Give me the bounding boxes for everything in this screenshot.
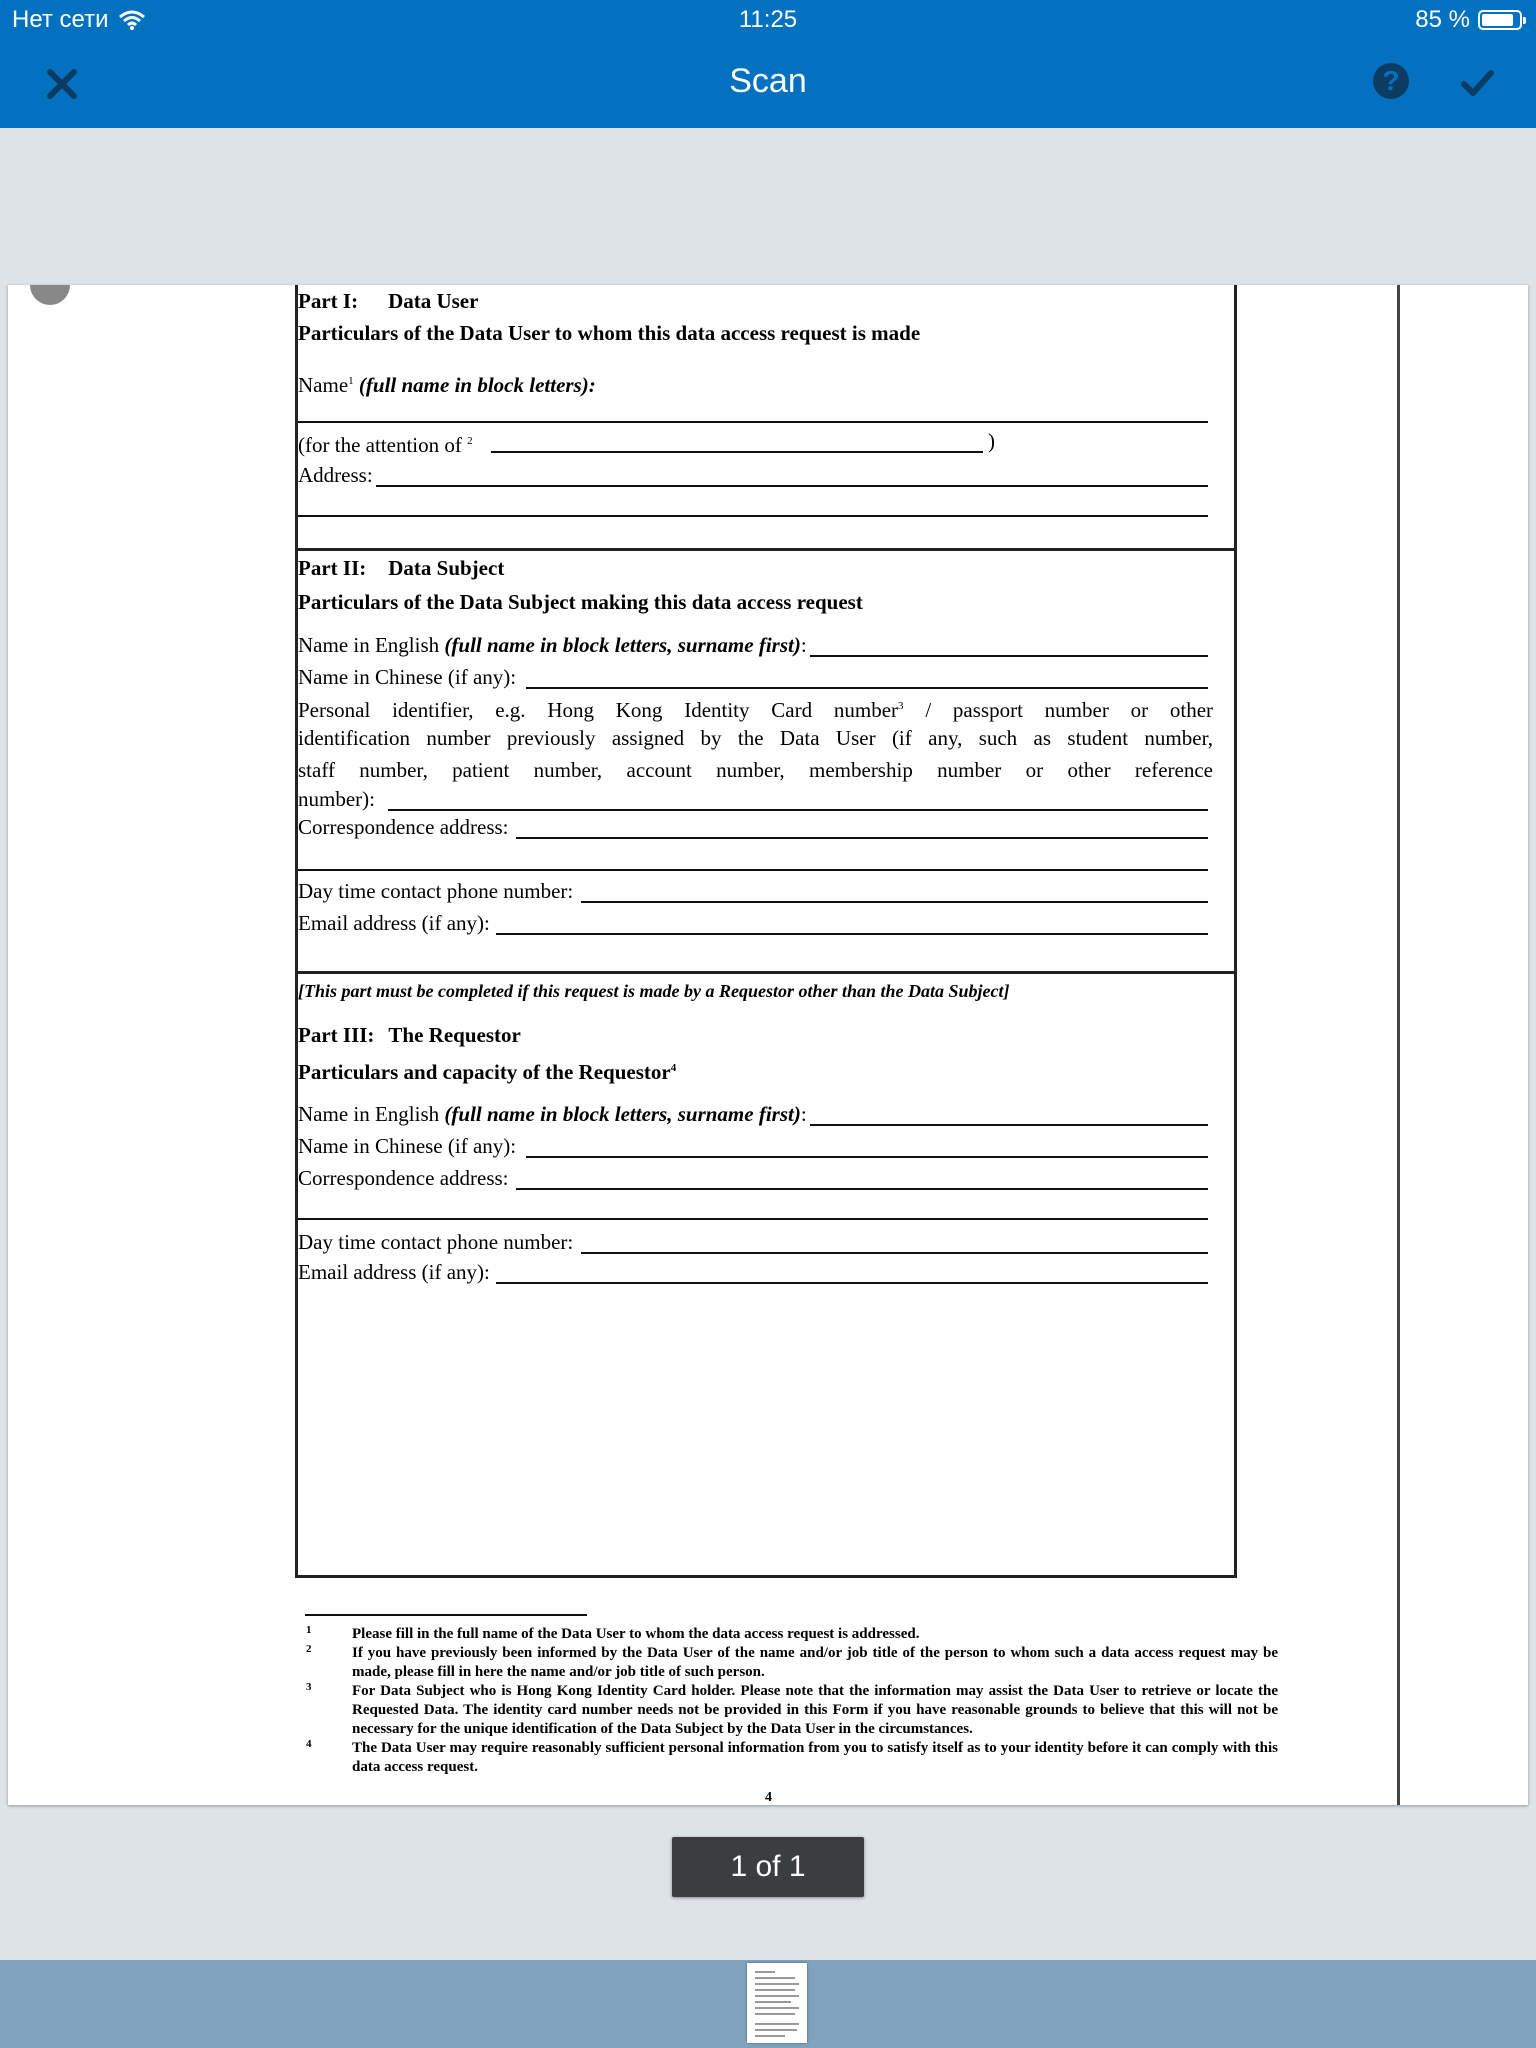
footnotes [298, 1625, 1278, 1777]
part-3-phone-line [581, 1252, 1208, 1254]
page-marker [30, 285, 70, 305]
help-icon: ? [1382, 65, 1400, 96]
help-button[interactable] [1373, 63, 1409, 99]
part-1-attention-label: (for the attention of $^2$ [298, 433, 473, 457]
done-button[interactable] [1456, 62, 1498, 104]
part-2-subheading: Particulars of the Data Subject making this data access request [298, 590, 863, 614]
part-2-name-en-label: Name in English (full name in block letters, surname first): [298, 633, 807, 657]
carrier-label: Нет сети [12, 6, 109, 33]
part-2-identifier-line-4: number): [298, 787, 375, 811]
part-1-address-line-1 [376, 485, 1208, 487]
part-2-corr-label: Correspondence address: [298, 815, 509, 839]
page-counter: 1 of 1 [672, 1837, 864, 1897]
part-3-note: [This part must be completed if this request is made by a Requestor other than the Data Subject] [298, 981, 1010, 1001]
part-2-corr-line-2 [298, 869, 1208, 871]
screen-title: Scan [729, 62, 807, 100]
part-3-email-label: Email address (if any): [298, 1260, 490, 1284]
battery-label: 85 % [1415, 6, 1470, 33]
part-2-phone-label: Day time contact phone number: [298, 879, 574, 903]
top-bar [0, 0, 1536, 128]
page-number: 4 [765, 1790, 772, 1805]
part-3-email-line [496, 1282, 1208, 1284]
part-1-name-label: Name$^1$ (full name in block letters): [298, 373, 596, 397]
part-3-name-en-line [810, 1124, 1208, 1126]
part-3-heading: Part III: The Requestor [298, 1023, 521, 1047]
footnote-1: 1 Please fill in the full name of the Data User to whom the data access request is addressed. [306, 1624, 920, 1642]
part-2-heading: Part II: Data Subject [298, 556, 505, 580]
part-2-email-label: Email address (if any): [298, 911, 490, 935]
part-2-identifier-line-3: staff number, patient number, account number, membership number or other reference [298, 758, 1213, 782]
page-margin-line [1397, 285, 1400, 1805]
part-3-corr-label: Correspondence address: [298, 1166, 509, 1190]
part-2-identifier-line [388, 809, 1208, 811]
part-3-subheading: Particulars and capacity of the Requestor$^4$ [298, 1060, 677, 1084]
battery-icon [1478, 10, 1522, 30]
status-time: 11:25 [738, 6, 798, 33]
part-3-phone-label: Day time contact phone number: [298, 1230, 574, 1254]
checkmark-icon [1456, 62, 1498, 104]
footnote-3: 3 For Data Subject who is Hong Kong Identity Card holder. Please note that the information may assist the Data User to retrieve or locate the Requested Data. The identity card number needs not be provided in this Form if you have reasonable grounds to believe that this will not be necessary for the unique identification of the Data Subject by the Data User in the circumstances. [306, 1681, 1278, 1737]
part-3-section [295, 971, 1237, 1578]
part-2-identifier-line-1: Personal identifier, e.g. Hong Kong Identity Card number$^3$ / passport number or other [298, 698, 1214, 722]
part-3-name-en-label: Name in English (full name in block letters, surname first): [298, 1102, 807, 1126]
part-1-address-line-2 [298, 515, 1208, 517]
part-2-identifier-line-2: identification number previously assigned by the Data User (if any, such as student number, [298, 726, 1213, 750]
footnote-2: 2 If you have previously been informed by the Data User of the name and/or job title of the person to whom such a data access request may be made, please fill in here the name and/or job title of such person. [306, 1643, 1278, 1680]
footnote-divider [305, 1614, 587, 1616]
part-2-name-en-line [810, 655, 1208, 657]
status-battery [1415, 6, 1522, 34]
part-2-email-line [496, 933, 1208, 935]
part-1-section [295, 285, 1237, 551]
part-1-attention-close: ) [988, 429, 995, 453]
page-thumbnail[interactable] [747, 1963, 807, 2043]
part-2-section [295, 548, 1237, 974]
part-3-corr-line-1 [516, 1188, 1208, 1190]
part-1-name-line [298, 421, 1208, 423]
part-2-name-cn-line [526, 687, 1208, 689]
part-1-heading: Part I: Data User [298, 289, 479, 313]
part-3-name-cn-line [526, 1156, 1208, 1158]
part-2-corr-line-1 [516, 837, 1208, 839]
part-1-address-label: Address: [298, 463, 373, 487]
footnote-4: 4 The Data User may require reasonably sufficient personal information from you to satisfy itself as to your identity before it can comply with this data access request. [306, 1738, 1278, 1775]
part-1-subheading: Particulars of the Data User to whom this data access request is made [298, 321, 921, 345]
battery-fill [1482, 14, 1513, 26]
part-1-attention-line [491, 451, 983, 453]
scanned-page[interactable] [8, 285, 1528, 1805]
part-2-name-cn-label: Name in Chinese (if any): [298, 665, 517, 689]
part-2-phone-line [581, 901, 1208, 903]
part-3-corr-line-2 [298, 1218, 1208, 1220]
part-3-name-cn-label: Name in Chinese (if any): [298, 1134, 517, 1158]
